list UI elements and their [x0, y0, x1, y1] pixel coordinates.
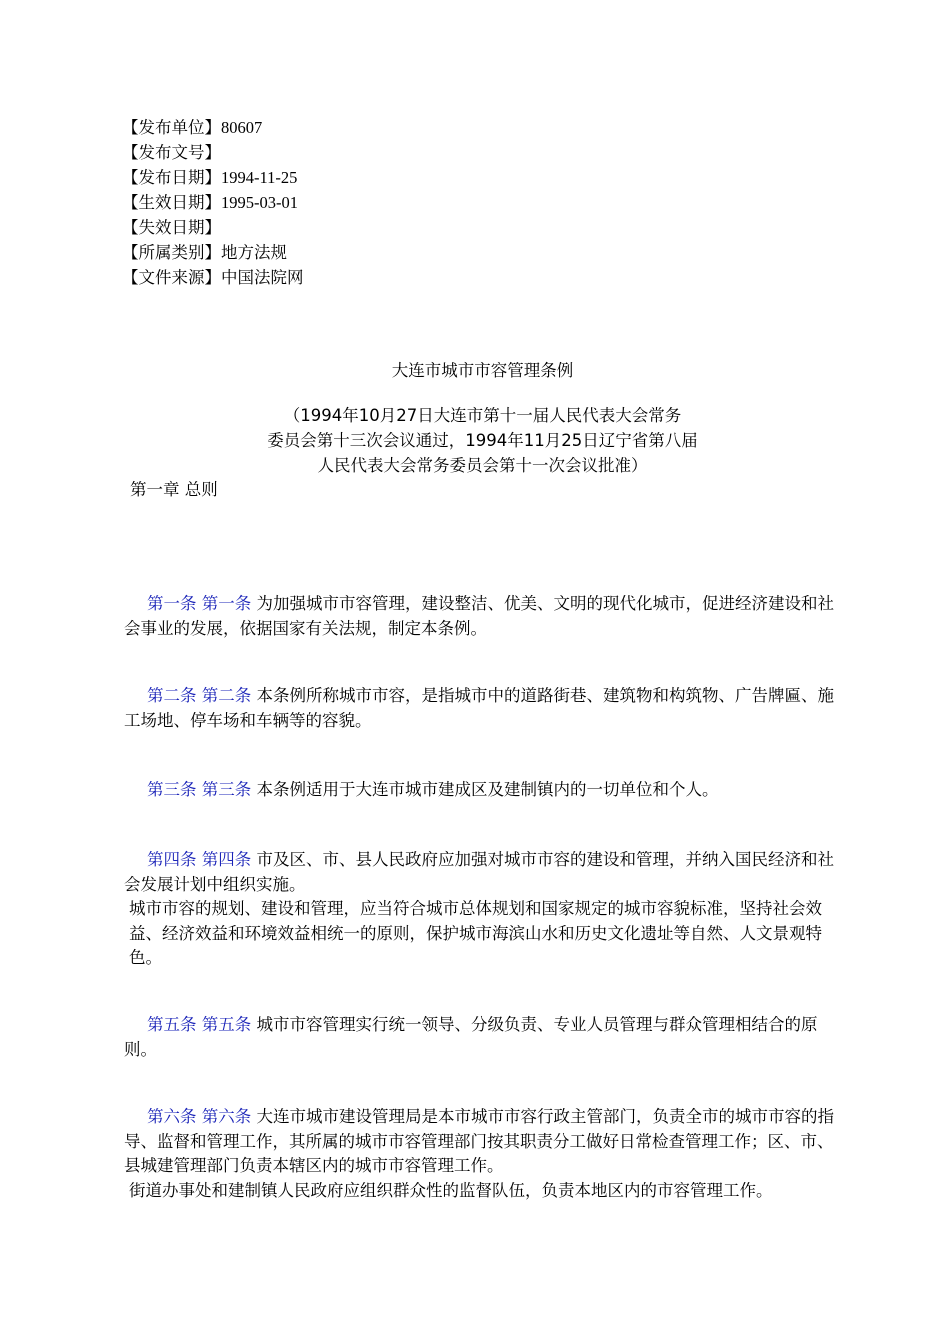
article-label: 第六条 第六条	[147, 1107, 252, 1126]
article-3	[124, 778, 836, 803]
article-text: 本条例所称城市市容，是指城市中的道路街巷、建筑物和构筑物、广告牌匾、施工场地、停车场和车辆等的容貌。	[124, 686, 834, 730]
article-label: 第三条 第三条	[147, 780, 252, 799]
article-text: 市及区、市、县人民政府应加强对城市市容的建设和管理，并纳入国民经济和社会发展计划中组织实施。	[124, 850, 834, 894]
meta-doc-number	[122, 140, 304, 165]
document-title: 大连市城市市容管理条例	[391, 361, 574, 380]
meta-key: 【生效日期】	[122, 193, 221, 212]
meta-value: 地方法规	[221, 243, 287, 262]
article-label: 第四条 第四条	[147, 850, 252, 869]
meta-value: 80607	[221, 118, 263, 137]
subtitle-line: （1994年10月27日大连市第十一届人民代表大会常务	[283, 406, 682, 425]
meta-source	[122, 265, 304, 290]
chapter-heading: 第一章 总则	[130, 480, 218, 499]
meta-key: 【发布日期】	[122, 168, 221, 187]
article-5	[124, 1013, 836, 1062]
meta-value: 1994-11-25	[221, 168, 298, 187]
article-6	[124, 1105, 836, 1203]
article-text: 本条例适用于大连市城市建成区及建制镇内的一切单位和个人。	[256, 780, 719, 799]
meta-issue-date	[122, 165, 304, 190]
meta-value: 中国法院网	[221, 268, 304, 287]
meta-key: 【文件来源】	[122, 268, 221, 287]
subtitle-line: 委员会第十三次会议通过，1994年11月25日辽宁省第八届	[267, 431, 698, 450]
document-metadata	[122, 115, 304, 290]
meta-effective-date	[122, 190, 304, 215]
article-label: 第五条 第五条	[147, 1015, 252, 1034]
article-4	[124, 848, 836, 971]
subtitle-line: 人民代表大会常务委员会第十一次会议批准）	[317, 456, 648, 475]
meta-value: 1995-03-01	[221, 193, 298, 212]
meta-key: 【发布文号】	[122, 143, 221, 162]
article-text: 城市市容管理实行统一领导、分级负责、专业人员管理与群众管理相结合的原则。	[124, 1015, 818, 1059]
document-subtitle	[240, 403, 725, 478]
article-label: 第一条 第一条	[147, 594, 252, 613]
article-paragraph: 城市市容的规划、建设和管理，应当符合城市总体规划和国家规定的城市容貌标准，坚持社会效益、经济效益和环境效益相统一的原则，保护城市海滨山水和历史文化遗址等自然、人文景观特色。	[129, 899, 822, 967]
meta-key: 【失效日期】	[122, 218, 221, 237]
meta-category	[122, 240, 304, 265]
article-label: 第二条 第二条	[147, 686, 252, 705]
article-text: 大连市城市建设管理局是本市城市市容行政主管部门，负责全市的城市市容的指导、监督和管理工作，其所属的城市市容管理部门按其职责分工做好日常检查管理工作；区、市、县城建管理部门负责本辖区内的城市市容管理工作。	[124, 1107, 834, 1175]
meta-issuer	[122, 115, 304, 140]
meta-key: 【发布单位】	[122, 118, 221, 137]
article-paragraph: 街道办事处和建制镇人民政府应组织群众性的监督队伍，负责本地区内的市容管理工作。	[129, 1180, 773, 1200]
article-2	[124, 684, 836, 733]
meta-expiry-date	[122, 215, 304, 240]
meta-key: 【所属类别】	[122, 243, 221, 262]
article-text: 为加强城市市容管理，建设整洁、优美、文明的现代化城市，促进经济建设和社会事业的发展，依据国家有关法规，制定本条例。	[124, 594, 834, 638]
article-1	[124, 592, 836, 641]
